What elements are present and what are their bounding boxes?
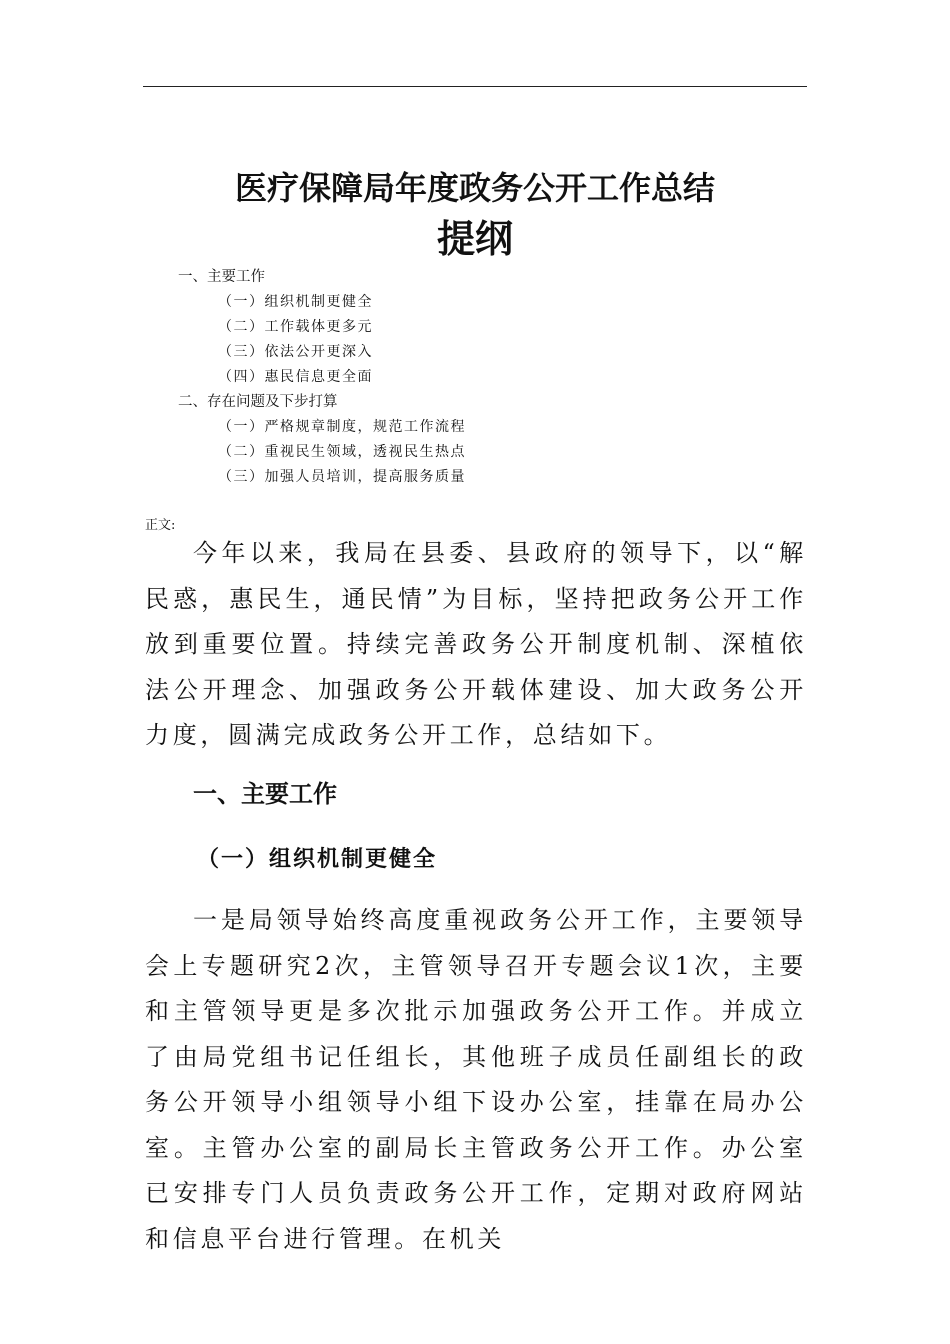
outline-item: （一）组织机制更健全 [218,294,373,310]
outline-item: （三）加强人员培训，提高服务质量 [218,469,466,485]
subsection-heading: （一）组织机制更健全 [197,846,438,872]
document-subtitle: 提纲 [436,217,513,261]
outline-item: （二）重视民生领域，透视民生热点 [218,444,466,460]
outline-item: （四）惠民信息更全面 [218,369,373,385]
document-title: 医疗保障局年度政务公开工作总结 [234,169,715,207]
intro-paragraph: 今年以来，我局在县委、县政府的领导下，以“解民惑，惠民生，通民情”为目标，坚持把政务公开工作放到重要位置。持续完善政务公开制度机制、深植依法公开理念、加强政务公开载体建设、加大政务公开力度，圆满完成政务公开工作，总结如下。 [145,539,807,749]
body-label: 正文: [145,518,176,533]
section-heading: 一、主要工作 [193,780,337,808]
outline-section-heading: 一、主要工作 [178,269,265,285]
header-rule [143,86,807,87]
outline-section-heading: 二、存在问题及下步打算 [178,394,338,410]
outline-item: （一）严格规章制度，规范工作流程 [218,419,466,435]
body-paragraph: 一是局领导始终高度重视政务公开工作，主要领导会上专题研究2次，主管领导召开专题会议1次，主要和主管领导更是多次批示加强政务公开工作。并成立了由局党组书记任组长，其他班子成员任副组长的政务公开领导小组领导小组下设办公室，挂靠在局办公室。主管办公室的副局长主管政务公开工作。办公室已安排专门人员负责政务公开工作，定期对政府网站和信息平台进行管理。在机关 [145,906,807,1253]
outline-item: （二）工作载体更多元 [218,319,373,335]
outline-item: （三）依法公开更深入 [218,344,373,360]
